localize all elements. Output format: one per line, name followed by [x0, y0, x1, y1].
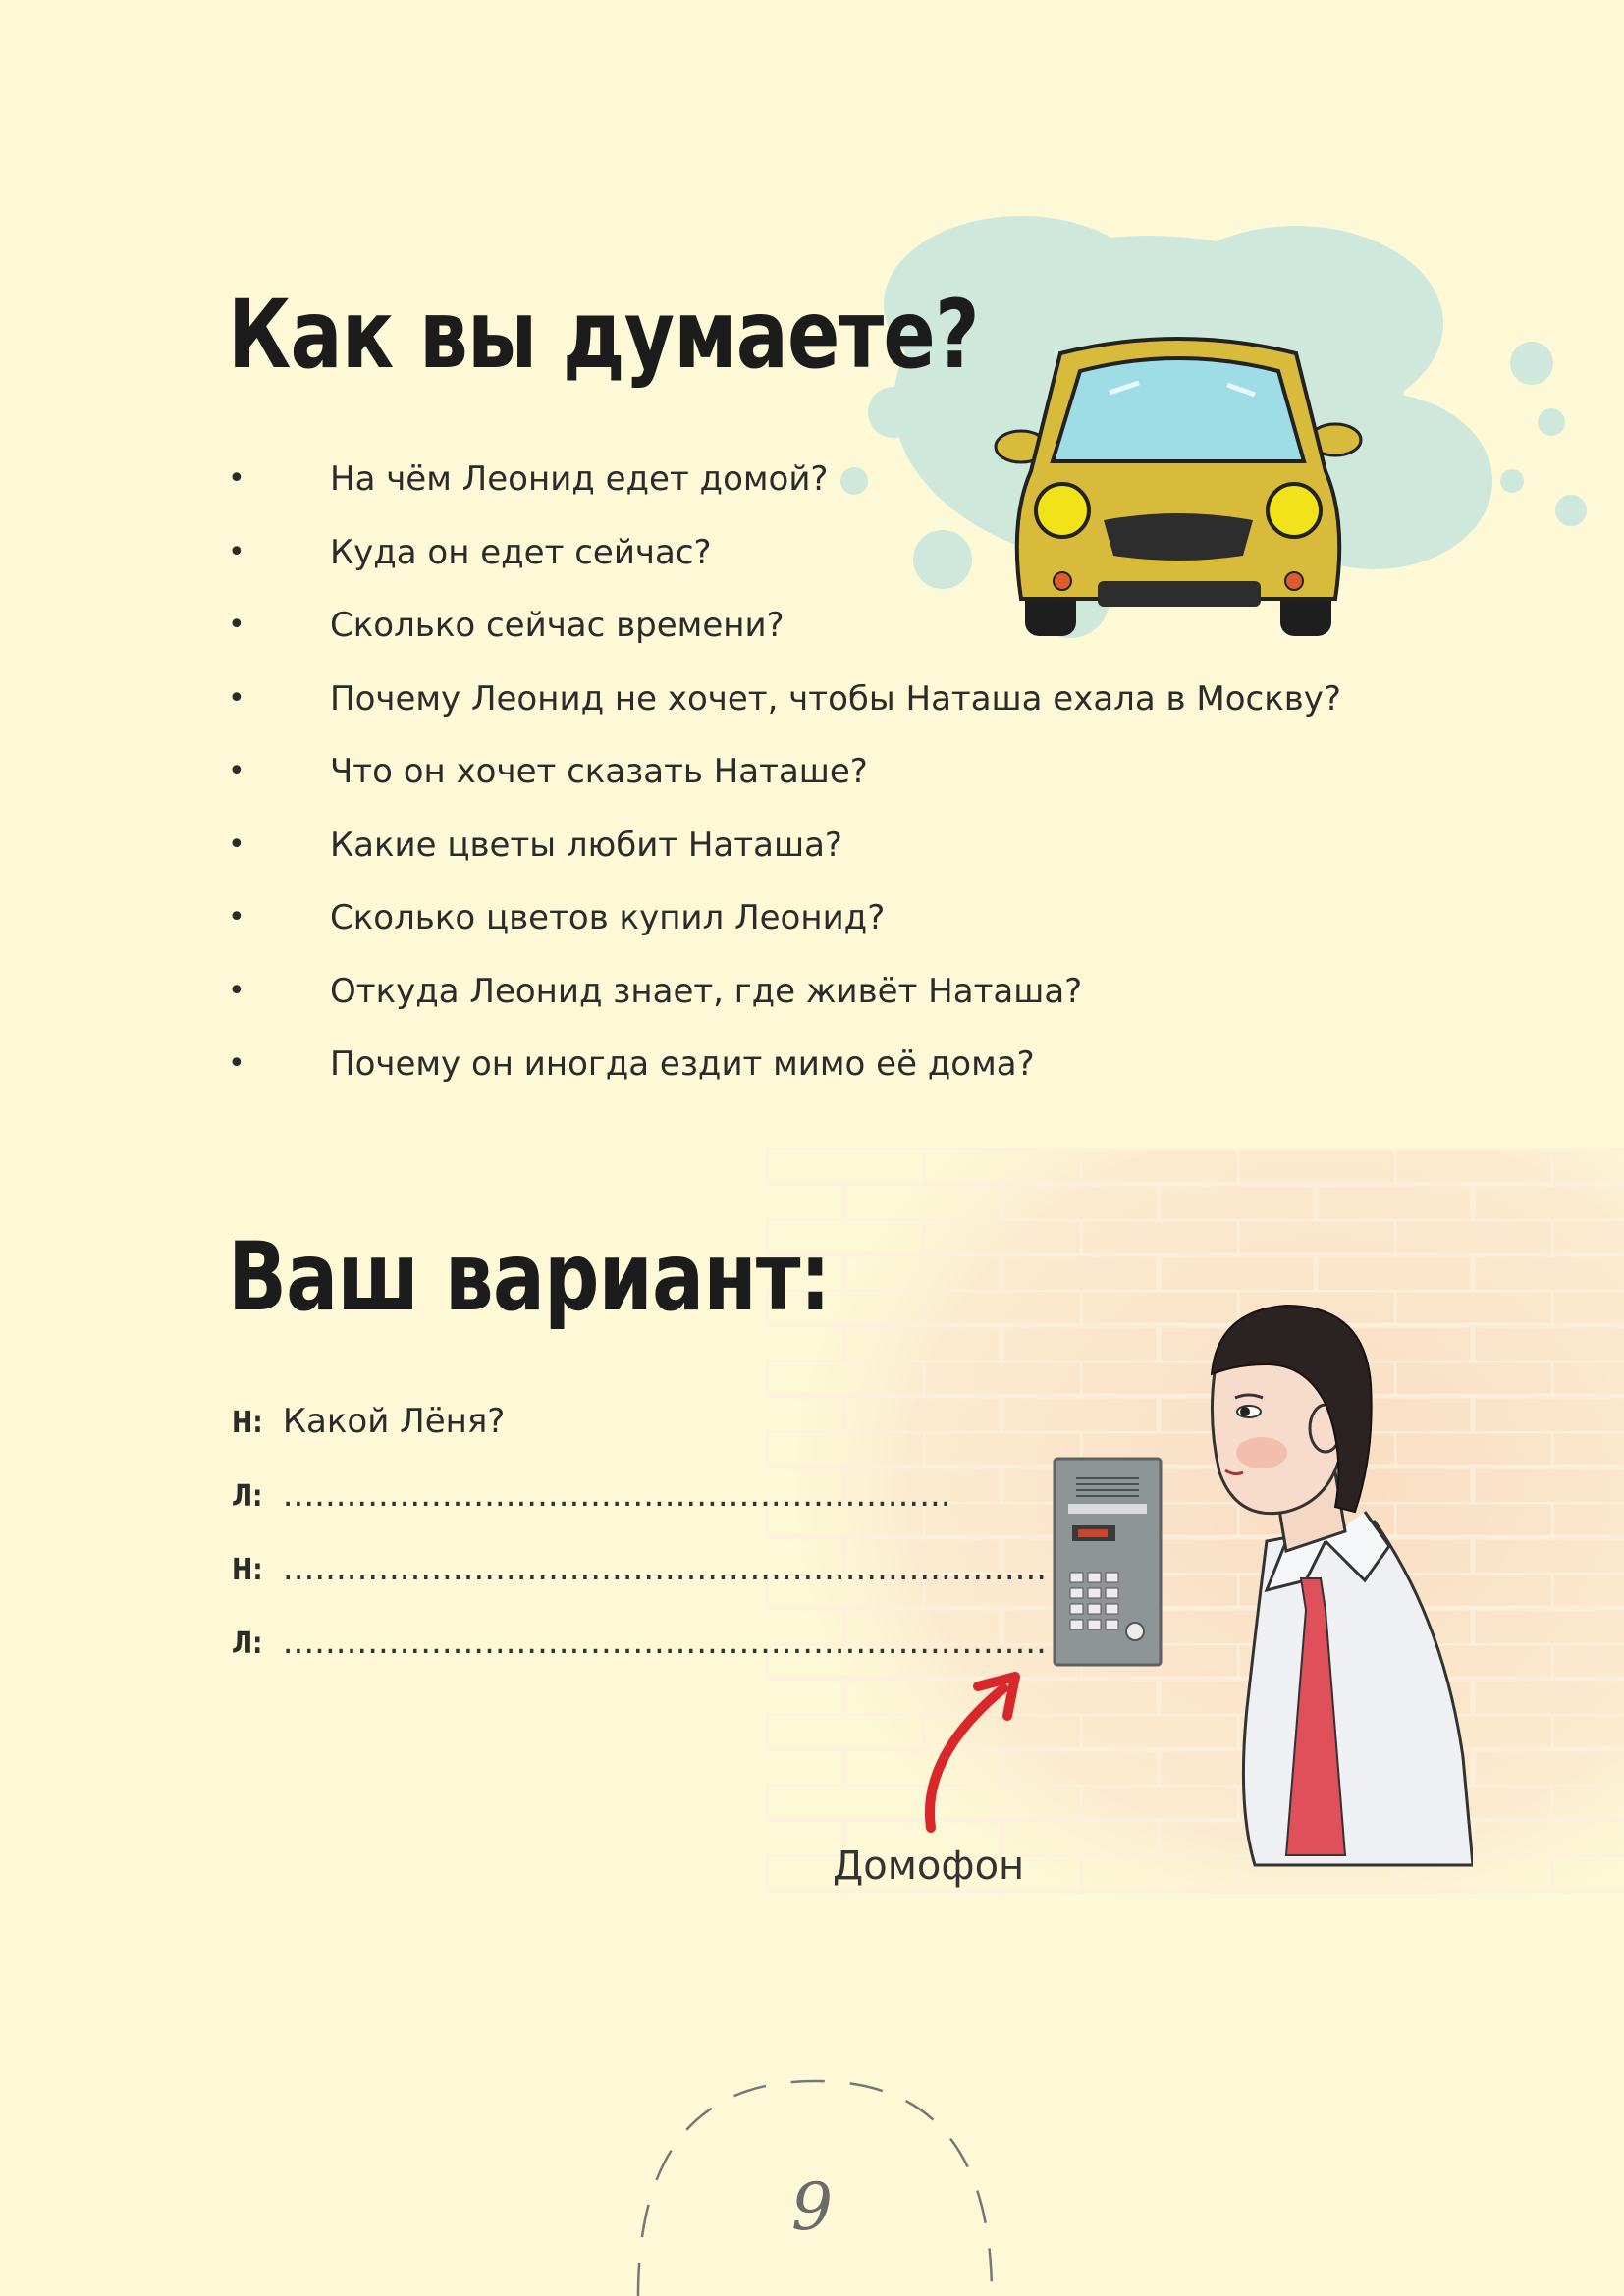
bullet-icon: •	[228, 534, 245, 569]
bullet-icon: •	[228, 900, 245, 934]
dialog-line	[232, 1468, 1047, 1541]
bullet-icon: •	[228, 461, 245, 496]
intercom-panel-illustration	[1053, 1457, 1163, 1667]
answer-blank-line[interactable]: ........................................................................	[282, 1623, 1047, 1662]
question-text: Почему Леонид не хочет, чтобы Наташа ехала в Москву?	[330, 678, 1341, 719]
dialog-line	[232, 1541, 1047, 1615]
question-text: Куда он едет сейчас?	[330, 532, 712, 572]
question-text: Какие цветы любит Наташа?	[330, 825, 842, 865]
red-arrow-illustration	[913, 1669, 1031, 1836]
question-text: Сколько цветов купил Леонид?	[330, 898, 886, 937]
bullet-icon: •	[228, 973, 245, 1008]
heading-how-do-you-think: Как вы думаете?	[228, 280, 979, 390]
dialog-text: Какой Лёня?	[282, 1402, 506, 1441]
heading-your-version: Ваш вариант:	[228, 1222, 831, 1332]
dialog-speaker: Л:	[232, 1627, 263, 1661]
intercom-caption: Домофон	[833, 1843, 1025, 1889]
question-text: Что он хочет сказать Наташе?	[330, 752, 868, 791]
man-at-intercom-illustration	[1178, 1296, 1473, 1885]
dialog-line	[232, 1615, 1047, 1688]
dialog-exercise	[232, 1394, 1047, 1688]
bullet-icon: •	[228, 608, 245, 642]
bullet-icon: •	[228, 1046, 245, 1081]
dialog-line	[232, 1394, 1047, 1468]
page-number: 9	[791, 2169, 833, 2245]
question-text: Сколько сейчас времени?	[330, 606, 785, 645]
bullet-icon: •	[228, 680, 245, 716]
question-text: На чём Леонид едет домой?	[330, 459, 829, 499]
dialog-speaker: Н:	[232, 1406, 263, 1440]
answer-blank-line[interactable]: ...............................................................	[282, 1475, 951, 1515]
bullet-icon: •	[228, 754, 245, 788]
dialog-speaker: Л:	[232, 1479, 263, 1514]
answer-blank-line[interactable]: ........................................................................	[282, 1549, 1048, 1588]
yellow-car-illustration	[992, 324, 1365, 648]
dialog-speaker: Н:	[232, 1553, 263, 1587]
question-text: Почему он иногда ездит мимо её дома?	[330, 1044, 1035, 1084]
bullet-icon: •	[228, 827, 245, 862]
question-text: Откуда Леонид знает, где живёт Наташа?	[330, 971, 1083, 1011]
